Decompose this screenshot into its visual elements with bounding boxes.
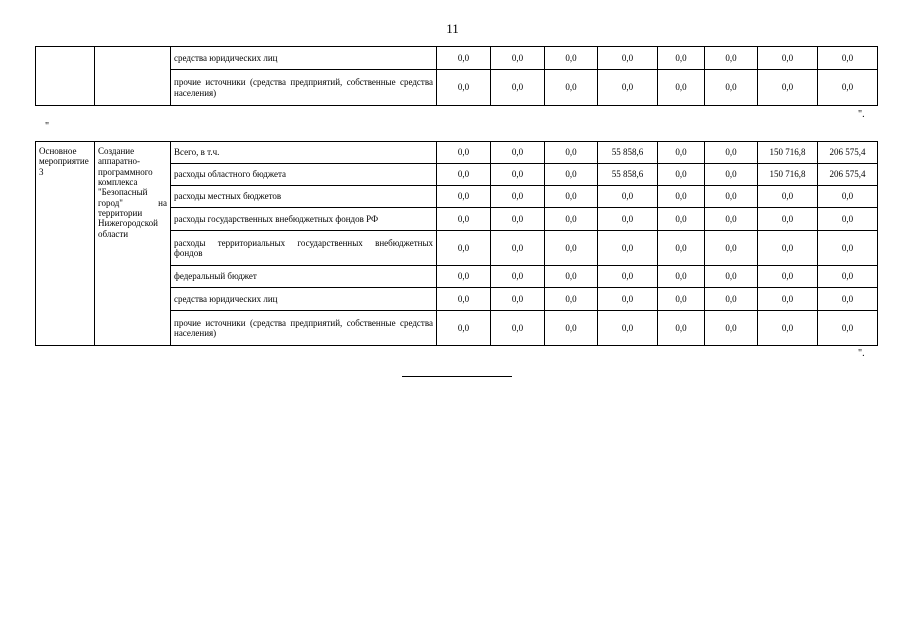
- value-cell: 0,0: [758, 288, 818, 311]
- funding-source: прочие источники (средства предприятий, собственные средства населения): [171, 70, 437, 106]
- value-cell: 0,0: [491, 231, 545, 266]
- empty-cell: [36, 47, 95, 106]
- value-cell: 0,0: [758, 70, 818, 106]
- value-cell: 0,0: [598, 186, 658, 208]
- value-cell: 0,0: [705, 164, 758, 186]
- value-cell: 55 858,6: [598, 164, 658, 186]
- funding-source: федеральный бюджет: [171, 266, 437, 288]
- value-cell: 0,0: [818, 311, 878, 346]
- funding-source: прочие источники (средства предприятий, собственные средства населения): [171, 311, 437, 346]
- value-cell: 206 575,4: [818, 164, 878, 186]
- value-cell: 0,0: [545, 266, 598, 288]
- funding-source: средства юридических лиц: [171, 288, 437, 311]
- value-cell: 0,0: [758, 311, 818, 346]
- value-cell: 55 858,6: [598, 142, 658, 164]
- value-cell: 0,0: [658, 47, 705, 70]
- closing-quote: ".: [858, 348, 865, 359]
- value-cell: 0,0: [705, 142, 758, 164]
- funding-source: расходы областного бюджета: [171, 164, 437, 186]
- separator-line: [402, 376, 512, 377]
- value-cell: 0,0: [491, 208, 545, 231]
- activity-title: Основное мероприятие 3: [36, 142, 95, 346]
- value-cell: 150 716,8: [758, 164, 818, 186]
- value-cell: 0,0: [658, 266, 705, 288]
- value-cell: 0,0: [818, 186, 878, 208]
- funding-source: расходы местных бюджетов: [171, 186, 437, 208]
- value-cell: 0,0: [598, 47, 658, 70]
- value-cell: 0,0: [437, 70, 491, 106]
- value-cell: 0,0: [658, 208, 705, 231]
- closing-quote: ".: [858, 109, 865, 120]
- activity-description: Создание аппаратно-программного комплекса "Безопасный город" на территории Нижегородской области: [95, 142, 171, 346]
- value-cell: 0,0: [437, 47, 491, 70]
- value-cell: 0,0: [545, 164, 598, 186]
- value-cell: 0,0: [437, 164, 491, 186]
- value-cell: 0,0: [658, 142, 705, 164]
- value-cell: 0,0: [491, 47, 545, 70]
- funding-source: расходы территориальных государственных внебюджетных фондов: [171, 231, 437, 266]
- value-cell: 0,0: [545, 70, 598, 106]
- value-cell: 0,0: [705, 266, 758, 288]
- value-cell: 0,0: [705, 231, 758, 266]
- empty-cell: [95, 47, 171, 106]
- value-cell: 0,0: [705, 186, 758, 208]
- value-cell: 0,0: [545, 47, 598, 70]
- value-cell: 0,0: [437, 208, 491, 231]
- value-cell: 206 575,4: [818, 142, 878, 164]
- value-cell: 0,0: [545, 186, 598, 208]
- value-cell: 0,0: [437, 142, 491, 164]
- value-cell: 0,0: [437, 186, 491, 208]
- value-cell: 0,0: [658, 311, 705, 346]
- value-cell: 0,0: [598, 231, 658, 266]
- value-cell: 0,0: [598, 70, 658, 106]
- value-cell: 0,0: [658, 164, 705, 186]
- value-cell: 0,0: [705, 311, 758, 346]
- value-cell: 0,0: [818, 288, 878, 311]
- value-cell: 0,0: [491, 266, 545, 288]
- value-cell: 0,0: [491, 70, 545, 106]
- value-cell: 0,0: [598, 311, 658, 346]
- value-cell: 0,0: [545, 231, 598, 266]
- value-cell: 0,0: [818, 208, 878, 231]
- funding-source: Всего, в т.ч.: [171, 142, 437, 164]
- value-cell: 0,0: [818, 47, 878, 70]
- value-cell: 0,0: [598, 208, 658, 231]
- value-cell: 0,0: [598, 266, 658, 288]
- value-cell: 0,0: [818, 266, 878, 288]
- value-cell: 0,0: [437, 311, 491, 346]
- value-cell: 0,0: [818, 231, 878, 266]
- value-cell: 0,0: [658, 231, 705, 266]
- budget-table-main-activity-3: [35, 141, 878, 346]
- value-cell: 0,0: [545, 311, 598, 346]
- value-cell: 0,0: [437, 288, 491, 311]
- value-cell: 0,0: [758, 266, 818, 288]
- value-cell: 0,0: [491, 164, 545, 186]
- value-cell: 0,0: [598, 288, 658, 311]
- value-cell: 0,0: [545, 208, 598, 231]
- value-cell: 0,0: [491, 311, 545, 346]
- value-cell: 0,0: [705, 288, 758, 311]
- value-cell: 0,0: [658, 186, 705, 208]
- value-cell: 0,0: [658, 70, 705, 106]
- funding-source: средства юридических лиц: [171, 47, 437, 70]
- value-cell: 0,0: [491, 288, 545, 311]
- value-cell: 0,0: [758, 47, 818, 70]
- funding-source: расходы государственных внебюджетных фондов РФ: [171, 208, 437, 231]
- value-cell: 0,0: [758, 231, 818, 266]
- value-cell: 0,0: [818, 70, 878, 106]
- value-cell: 0,0: [758, 186, 818, 208]
- table-row: [36, 142, 878, 164]
- value-cell: 0,0: [491, 142, 545, 164]
- value-cell: 0,0: [658, 288, 705, 311]
- value-cell: 150 716,8: [758, 142, 818, 164]
- value-cell: 0,0: [491, 186, 545, 208]
- value-cell: 0,0: [545, 142, 598, 164]
- value-cell: 0,0: [437, 266, 491, 288]
- opening-quote: ": [45, 121, 50, 132]
- value-cell: 0,0: [705, 208, 758, 231]
- value-cell: 0,0: [758, 208, 818, 231]
- page-number: 11: [446, 21, 459, 36]
- table-row: [36, 47, 878, 70]
- value-cell: 0,0: [705, 47, 758, 70]
- budget-table-continuation: [35, 46, 878, 106]
- value-cell: 0,0: [437, 231, 491, 266]
- value-cell: 0,0: [705, 70, 758, 106]
- value-cell: 0,0: [545, 288, 598, 311]
